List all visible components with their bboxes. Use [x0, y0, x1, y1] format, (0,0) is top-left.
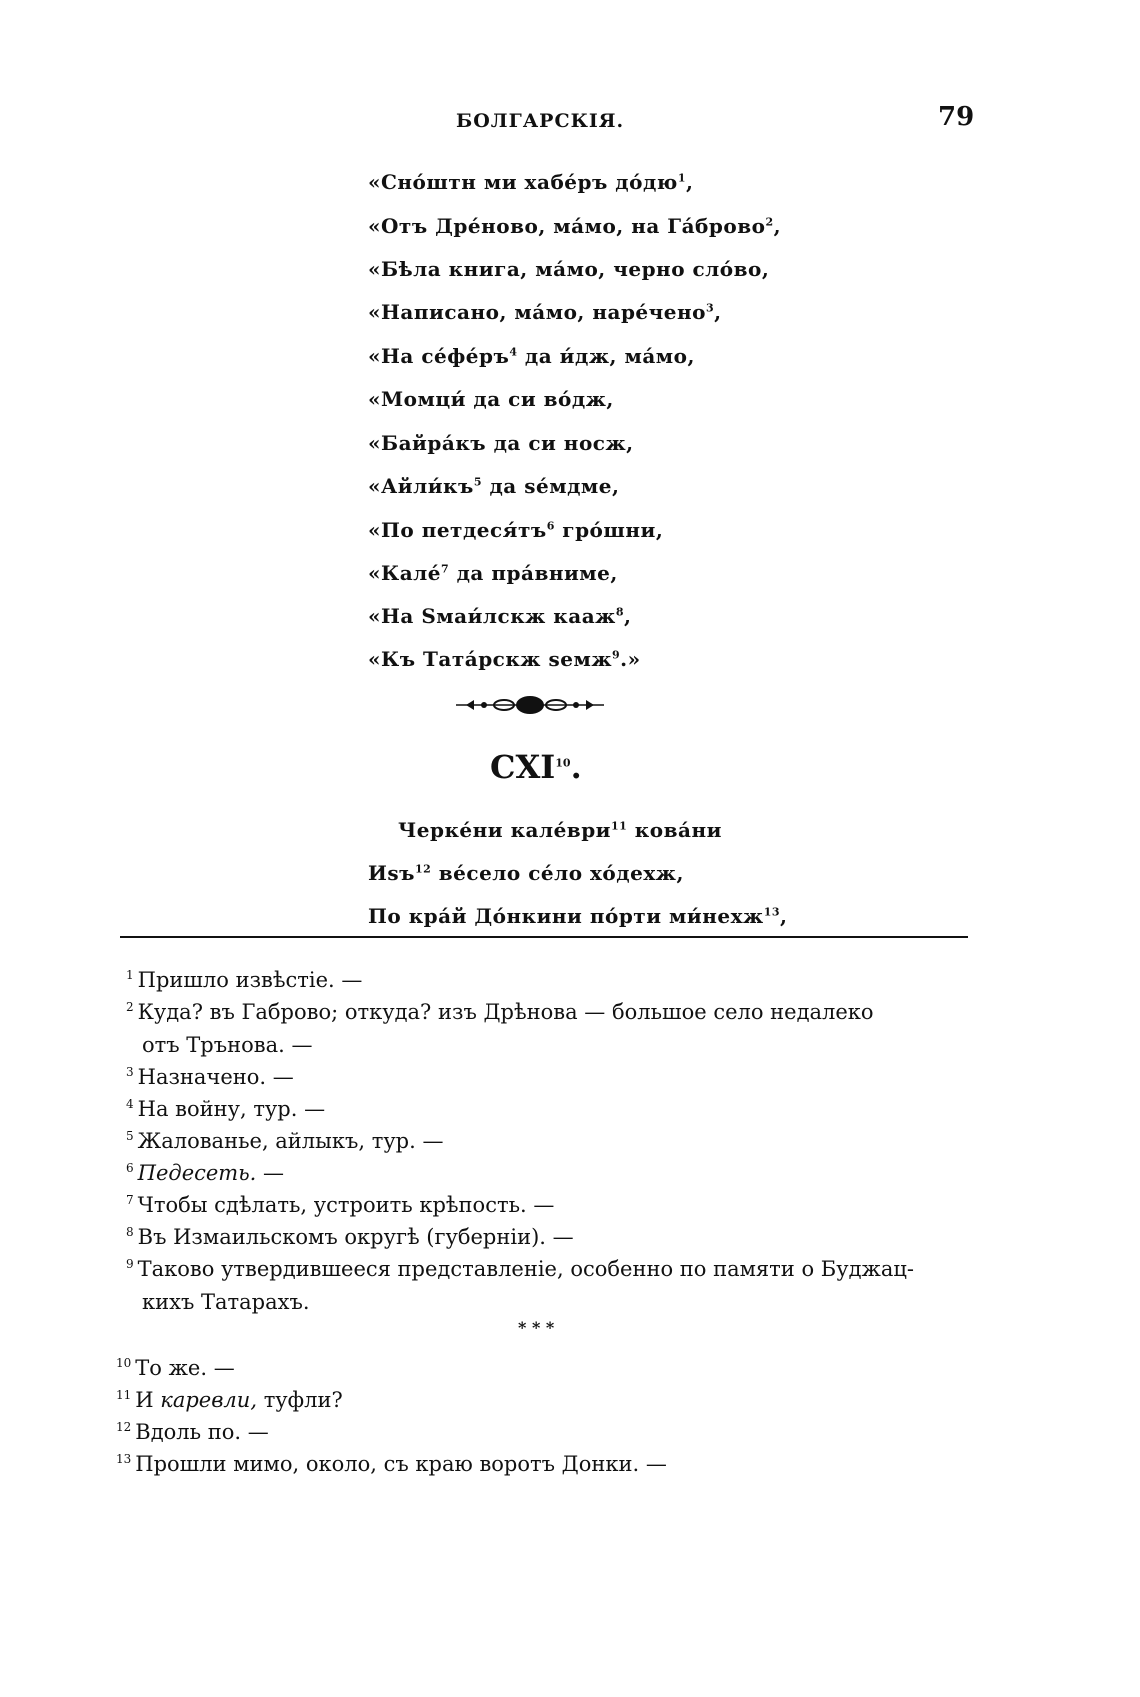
footnote: $^9$ Таково утвердившееся представленіе, особенно по памяти о Буджац- — [126, 1257, 914, 1281]
footnote: $^2$ Куда? въ Габрово; откуда? изъ Дрѣнова — большое село недалеко — [126, 1000, 874, 1024]
verse-line: «Отъ Дре́ново, ма́мо, на Га́брово$^2$, — [368, 214, 782, 238]
footnote: $^3$ Назначено. — — [126, 1065, 294, 1089]
footnote: $^1$ Пришло извѣстіе. — — [126, 968, 363, 992]
verse-line: Черке́ни кале́ври$^{11}$ кова́ни — [398, 818, 722, 842]
running-head: БОЛГАРСКІЯ. — [456, 110, 625, 132]
footnote: $^{10}$ То же. — — [116, 1356, 235, 1380]
section-heading: СXI$^{10}$. — [490, 748, 582, 786]
footnote: $^{12}$ Вдоль по. — — [116, 1420, 269, 1444]
ornament-divider-icon — [456, 692, 604, 718]
footnote-continuation: кихъ Татарахъ. — [142, 1290, 310, 1314]
verse-line: «Написано, ма́мо, наре́чено$^3$, — [368, 300, 722, 324]
footnote-continuation: отъ Трънова. — — [142, 1033, 313, 1057]
footnote: $^5$ Жалованье, айлыкъ, тур. — — [126, 1129, 444, 1153]
footnote: $^7$ Чтобы сдѣлать, устроить крѣпость. — — [126, 1193, 555, 1217]
footnote: $^4$ На войну, тур. — — [126, 1097, 326, 1121]
verse-line: «Сно́штн ми хабе́ръ $до́дю^1$, — [368, 170, 694, 194]
footnote: $^{13}$ Прошли мимо, около, съ краю воротъ Донки. — — [116, 1452, 667, 1476]
verse-line: «На Ѕмаи́лскж кааж$^8$, — [368, 604, 632, 628]
separator-stars: * * * — [518, 1318, 555, 1337]
verse-line: Иѕъ$^{12}$ ве́село се́ло хо́дехж, — [368, 861, 684, 885]
verse-line: По кра́й До́нкини по́рти ми́нехж$^{13}$, — [368, 904, 788, 928]
footnote-rule — [120, 936, 968, 938]
verse-line: «Момци́ да си во́дж, — [368, 387, 614, 411]
verse-line: «Къ Тата́рскж ѕемж$^9$.» — [368, 647, 641, 671]
page-number: 79 — [938, 102, 975, 132]
verse-line: «По $петдеся́тъ^6$ гро́шни, — [368, 518, 664, 542]
verse-line: «На $се́фе́ръ^4$ да и́дж, ма́мо, — [368, 344, 695, 368]
verse-line: «$Айли́къ^5$ да ѕе́мдме, — [368, 474, 620, 498]
footnote: $^8$ Въ Измаильскомъ округѣ (губерніи). — — [126, 1225, 574, 1249]
verse-line: «Байра́къ да си носж, — [368, 431, 634, 455]
verse-line: «Бѣла книга, ма́мо, черно сло́во, — [368, 257, 770, 281]
footnote: $^{11}$ И каревли, туфли? — [116, 1388, 343, 1412]
footnote: $^6$ Педесеть. — — [126, 1161, 285, 1185]
verse-line: «Кале́$^7$ да пра́вниме, — [368, 561, 618, 585]
